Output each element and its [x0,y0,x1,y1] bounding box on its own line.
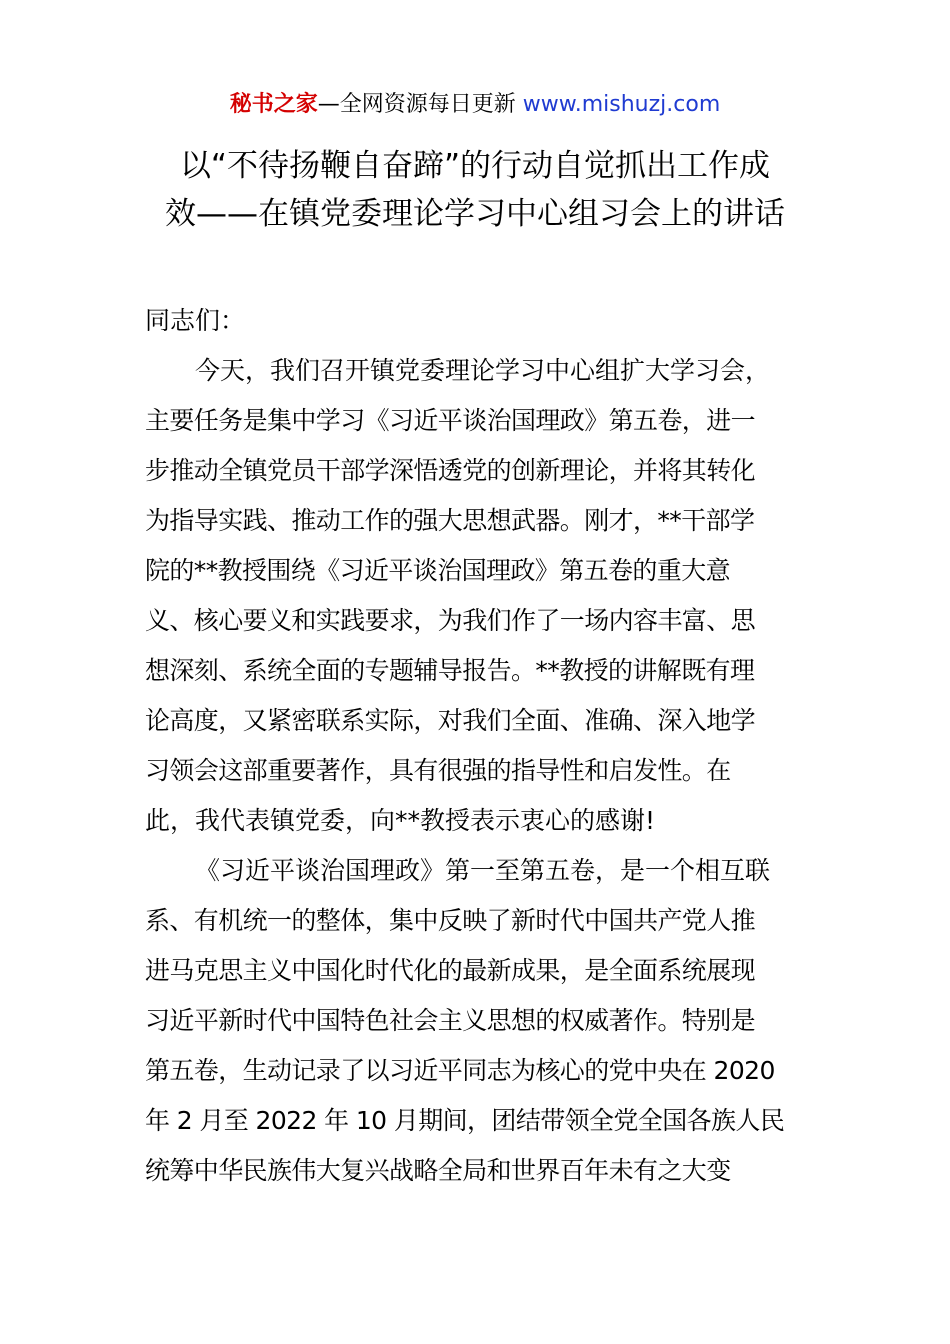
text-line: 进马克思主义中国化时代化的最新成果，是全面系统展现 [145,956,756,985]
text-line: 《习近平谈治国理政》第一至第五卷，是一个相互联 [195,856,771,885]
text-line: 院的**教授围绕《习近平谈治国理政》第五卷的重大意 [145,556,731,585]
text-line: 习领会这部重要著作，具有很强的指导性和启发性。在 [145,756,731,785]
greeting: 同志们： [145,306,246,335]
text-line: 习近平新时代中国特色社会主义思想的权威著作。特别是 [145,1006,756,1035]
document-body [145,296,810,1196]
paragraph-1 [145,346,810,846]
title-line: 以“不待扬鞭自奋蹄”的行动自觉抓出工作成 [179,148,771,184]
text-line: 此，我代表镇党委，向**教授表示衷心的感谢! [145,806,656,835]
text-line: 步推动全镇党员干部学深悟透党的创新理论，并将其转化 [145,456,756,485]
text-line: 系、有机统一的整体，集中反映了新时代中国共产党人推 [145,906,756,935]
text-line: 想深刻、系统全面的专题辅导报告。**教授的讲解既有理 [145,656,755,685]
text-line: 第五卷，生动记录了以习近平同志为核心的党中央在 2020 [145,1056,775,1085]
text-line: 主要任务是集中学习《习近平谈治国理政》第五卷，进一 [145,406,756,435]
site-header [0,90,950,120]
text-line: 论高度，又紧密联系实际，对我们全面、准确、深入地学 [145,706,756,735]
text-line: 为指导实践、推动工作的强大思想武器。刚才，**干部学 [145,506,755,535]
text-line: 统筹中华民族伟大复兴战略全局和世界百年未有之大变 [145,1156,731,1185]
title-line: 效——在镇党委理论学习中心组习会上的讲话 [165,196,785,232]
text-line: 年 2 月至 2022 年 10 月期间，团结带领全党全国各族人民 [145,1106,785,1135]
brand-name: 秘书之家 [229,92,318,117]
header-tagline: —全网资源每日更新 [317,92,516,117]
site-url-link[interactable]: www.mishuzj.com [522,92,721,117]
text-line: 义、核心要义和实践要求，为我们作了一场内容丰富、思 [145,606,756,635]
document-title [150,142,800,238]
text-line: 今天，我们召开镇党委理论学习中心组扩大学习会， [195,356,771,385]
paragraph-2 [145,846,810,1196]
